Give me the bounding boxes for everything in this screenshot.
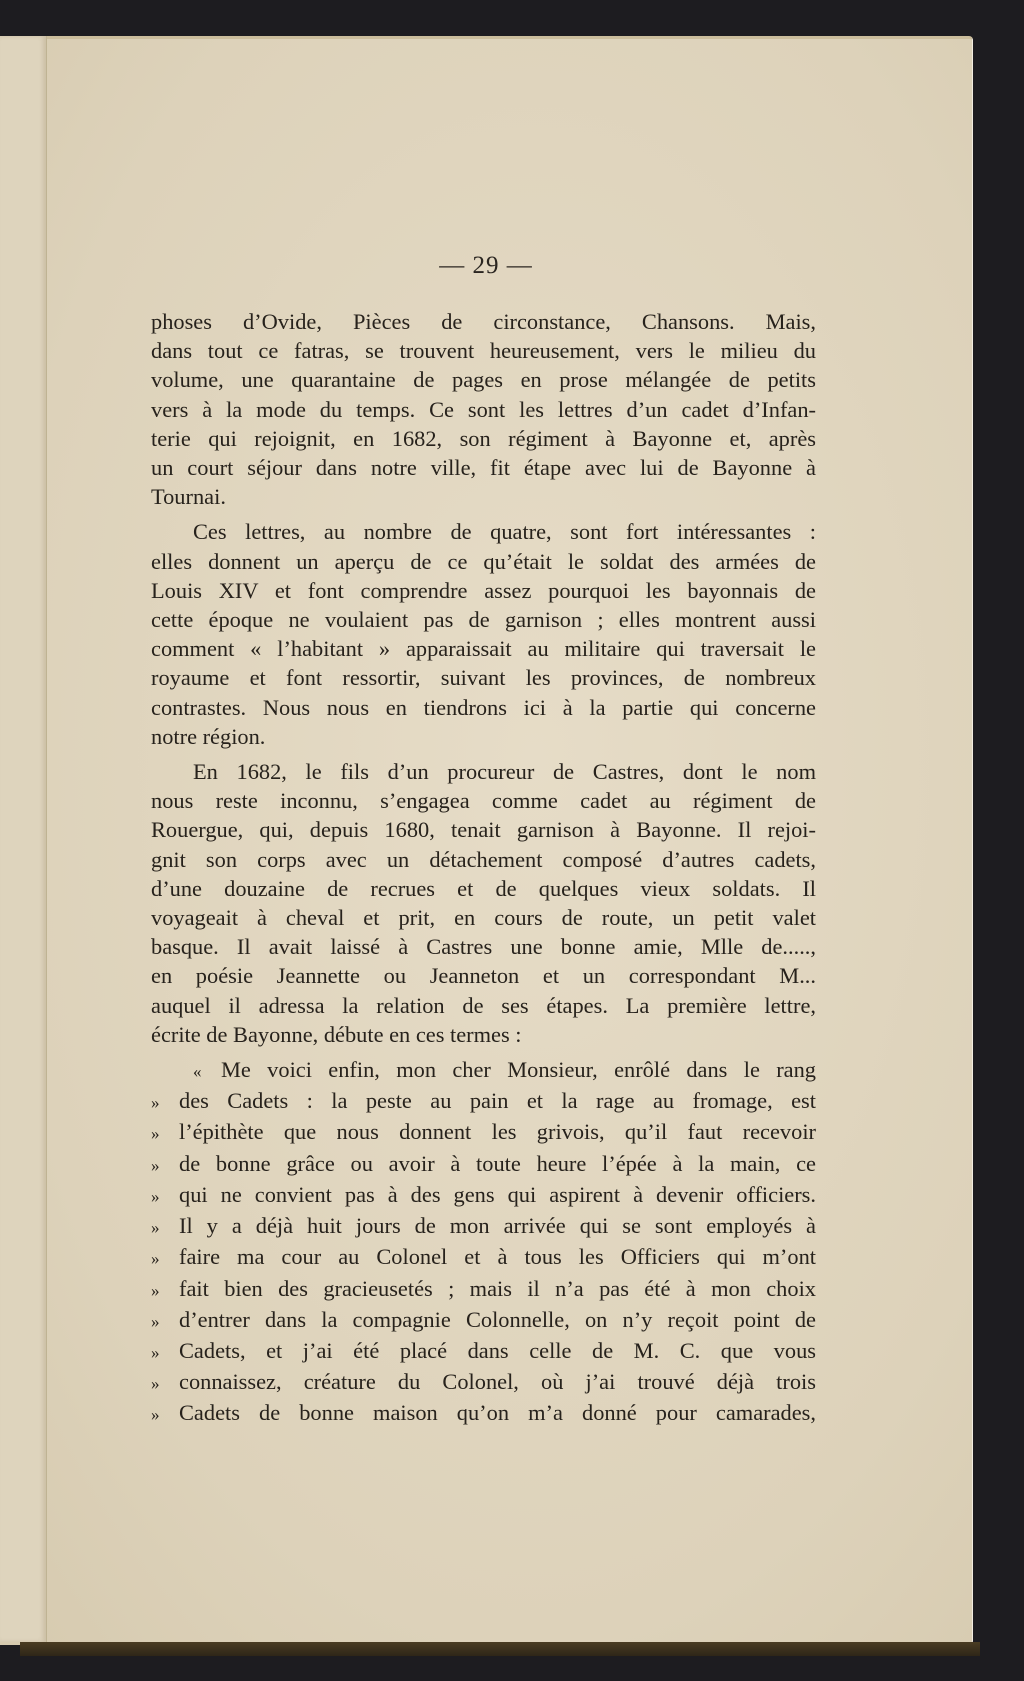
text-line: terie qui rejoignit, en 1682, son régiment à Bayonne et, après [151, 425, 816, 451]
text-line: En 1682, le fils d’un procureur de Castres, dont le nom [193, 759, 816, 785]
text-line: notre région. [151, 723, 266, 749]
text-line: volume, une quarantaine de pages en prose mélangée de petits [151, 367, 816, 393]
paragraph-2 [151, 517, 816, 751]
text-line: d’une douzaine de recrues et de quelques vieux soldats. Il [151, 875, 816, 901]
text-line: royaume et font ressortir, suivant les provinces, de nombreux [151, 665, 816, 691]
text-line: nous reste inconnu, s’engagea comme cadet au régiment de [151, 788, 816, 814]
quote-line: faire ma cour au Colonel et à tous les Officiers qui m’ont [179, 1244, 816, 1270]
continuation-guillemet: » [151, 1218, 160, 1238]
text-line: Rouergue, qui, depuis 1680, tenait garnison à Bayonne. Il rejoi- [151, 817, 816, 843]
page-stack-edge [20, 1642, 980, 1656]
text-line: basque. Il avait laissé à Castres une bonne amie, Mlle de....., [151, 934, 816, 960]
text-line: Tournai. [151, 484, 226, 510]
text-line: cette époque ne voulaient pas de garnison ; elles montrent aussi [151, 607, 816, 633]
quote-line: de bonne grâce ou avoir à toute heure l’épée à la main, ce [179, 1150, 816, 1176]
text-line: en poésie Jeannette ou Jeanneton et un correspondant M... [151, 963, 816, 989]
quote-line: Cadets de bonne maison qu’on m’a donné pour camarades, [179, 1400, 816, 1426]
paragraph-3 [151, 757, 816, 1049]
text-line: Ces lettres, au nombre de quatre, sont fort intéressantes : [193, 519, 816, 545]
continuation-guillemet: » [151, 1155, 160, 1175]
text-line: dans tout ce fatras, se trouvent heureusement, vers le milieu du [151, 338, 816, 364]
quote-line: qui ne convient pas à des gens qui aspirent à devenir officiers. [179, 1181, 816, 1207]
continuation-guillemet: » [151, 1280, 160, 1300]
quote-line: Cadets, et j’ai été placé dans celle de M. C. que vous [179, 1337, 816, 1363]
text-line: un court séjour dans notre ville, fit étape avec lui de Bayonne à [151, 455, 816, 481]
text-line: phoses d’Ovide, Pièces de circonstance, Chansons. Mais, [151, 309, 816, 334]
quote-line: l’épithète que nous donnent les grivois, qu’il faut recevoir [179, 1119, 816, 1145]
page-number: — 29 — [439, 252, 533, 279]
body-text [151, 307, 816, 1430]
continuation-guillemet: » [151, 1342, 160, 1362]
continuation-guillemet: » [151, 1186, 160, 1206]
quote-line: des Cadets : la peste au pain et la rage au fromage, est [179, 1088, 816, 1114]
quote-line: Me voici enfin, mon cher Monsieur, enrôlé dans le rang [221, 1057, 816, 1083]
quote-line: Il y a déjà huit jours de mon arrivée qui se sont employés à [179, 1213, 816, 1239]
continuation-guillemet: » [151, 1249, 160, 1269]
letter-quote [151, 1055, 816, 1429]
continuation-guillemet: » [151, 1405, 160, 1425]
continuation-guillemet: » [151, 1093, 160, 1113]
text-line: voyageait à cheval et prit, en cours de route, un petit valet [151, 905, 816, 931]
opening-guillemet: « [193, 1062, 202, 1082]
text-line: auquel il adressa la relation de ses étapes. La première lettre, [151, 992, 816, 1018]
continuation-guillemet: » [151, 1124, 160, 1144]
text-line: gnit son corps avec un détachement composé d’autres cadets, [151, 846, 816, 872]
quote-line: d’entrer dans la compagnie Colonnelle, on n’y reçoit point de [179, 1306, 816, 1332]
text-line: Louis XIV et font comprendre assez pourquoi les bayonnais de [151, 577, 816, 603]
text-line: écrite de Bayonne, débute en ces termes : [151, 1021, 522, 1047]
quote-line: fait bien des gracieusetés ; mais il n’a pas été à mon choix [179, 1275, 816, 1301]
text-line: comment « l’habitant » apparaissait au militaire qui traversait le [151, 636, 816, 662]
text-line: contrastes. Nous nous en tiendrons ici à la partie qui concerne [151, 694, 816, 720]
paragraph-1 [151, 307, 816, 511]
continuation-guillemet: » [151, 1311, 160, 1331]
text-line: vers à la mode du temps. Ce sont les lettres d’un cadet d’Infan- [151, 396, 816, 422]
continuation-guillemet: » [151, 1374, 160, 1394]
text-line: elles donnent un aperçu de ce qu’était le soldat des armées de [151, 548, 816, 574]
quote-line: connaissez, créature du Colonel, où j’ai trouvé déjà trois [179, 1369, 816, 1395]
